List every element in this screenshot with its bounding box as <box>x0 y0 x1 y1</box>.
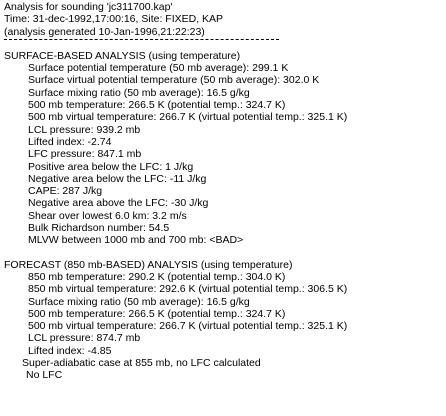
surface-line: Surface virtual potential temperature (50 mb average): 302.0 K <box>28 74 320 87</box>
surface-line: LCL pressure: 939.2 mb <box>28 123 141 136</box>
report-generated: (analysis generated 10-Jan-1996,21:22:23) <box>4 25 205 38</box>
forecast-line: Surface mixing ratio (50 mb average): 16.5 g/kg <box>28 295 250 308</box>
surface-line: Lifted index: -2.74 <box>28 135 112 148</box>
header-divider <box>4 39 279 40</box>
surface-line: LFC pressure: 847.1 mb <box>28 148 142 161</box>
forecast-analysis-heading: FORECAST (850 mb-BASED) ANALYSIS (using temperature) <box>4 258 293 271</box>
surface-line: Surface potential temperature (50 mb average): 299.1 K <box>28 62 289 75</box>
forecast-line: 500 mb virtual temperature: 266.7 K (virtual potential temp.: 325.1 K) <box>28 320 348 333</box>
surface-analysis-heading: SURFACE-BASED ANALYSIS (using temperature) <box>4 49 241 62</box>
forecast-note: No LFC <box>26 369 63 382</box>
surface-line: Surface mixing ratio (50 mb average): 16.5 g/kg <box>28 86 250 99</box>
surface-line: CAPE: 287 J/kg <box>28 185 103 198</box>
surface-line: 500 mb virtual temperature: 266.7 K (virtual potential temp.: 325.1 K) <box>28 111 348 124</box>
forecast-line: 500 mb temperature: 266.5 K (potential temp.: 324.7 K) <box>28 307 286 320</box>
forecast-line: 850 mb virtual temperature: 292.6 K (virtual potential temp.: 306.5 K) <box>28 283 348 296</box>
surface-line: Bulk Richardson number: 54.5 <box>28 222 170 235</box>
forecast-line: LCL pressure: 874.7 mb <box>28 332 141 345</box>
surface-line: MLVW between 1000 mb and 700 mb: <BAD> <box>28 234 244 247</box>
sounding-report <box>4 1 444 382</box>
forecast-line: Lifted index: -4.85 <box>28 344 112 357</box>
surface-line: Negative area above the LFC: -30 J/kg <box>28 197 209 210</box>
surface-line: 500 mb temperature: 266.5 K (potential temp.: 324.7 K) <box>28 99 286 112</box>
forecast-line: 850 mb temperature: 290.2 K (potential temp.: 304.0 K) <box>28 270 286 283</box>
report-title: Analysis for sounding 'jc311700.kap' <box>4 1 173 13</box>
section-gap <box>4 247 444 259</box>
report-time-site: Time: 31-dec-1992,17:00:16, Site: FIXED, KAP <box>4 13 224 26</box>
surface-line: Positive area below the LFC: 1 J/kg <box>28 160 194 173</box>
surface-line: Shear over lowest 6.0 km: 3.2 m/s <box>28 209 187 222</box>
forecast-note: Super-adiabatic case at 855 mb, no LFC calculated <box>22 357 261 370</box>
surface-line: Negative area below the LFC: -11 J/kg <box>28 172 207 185</box>
